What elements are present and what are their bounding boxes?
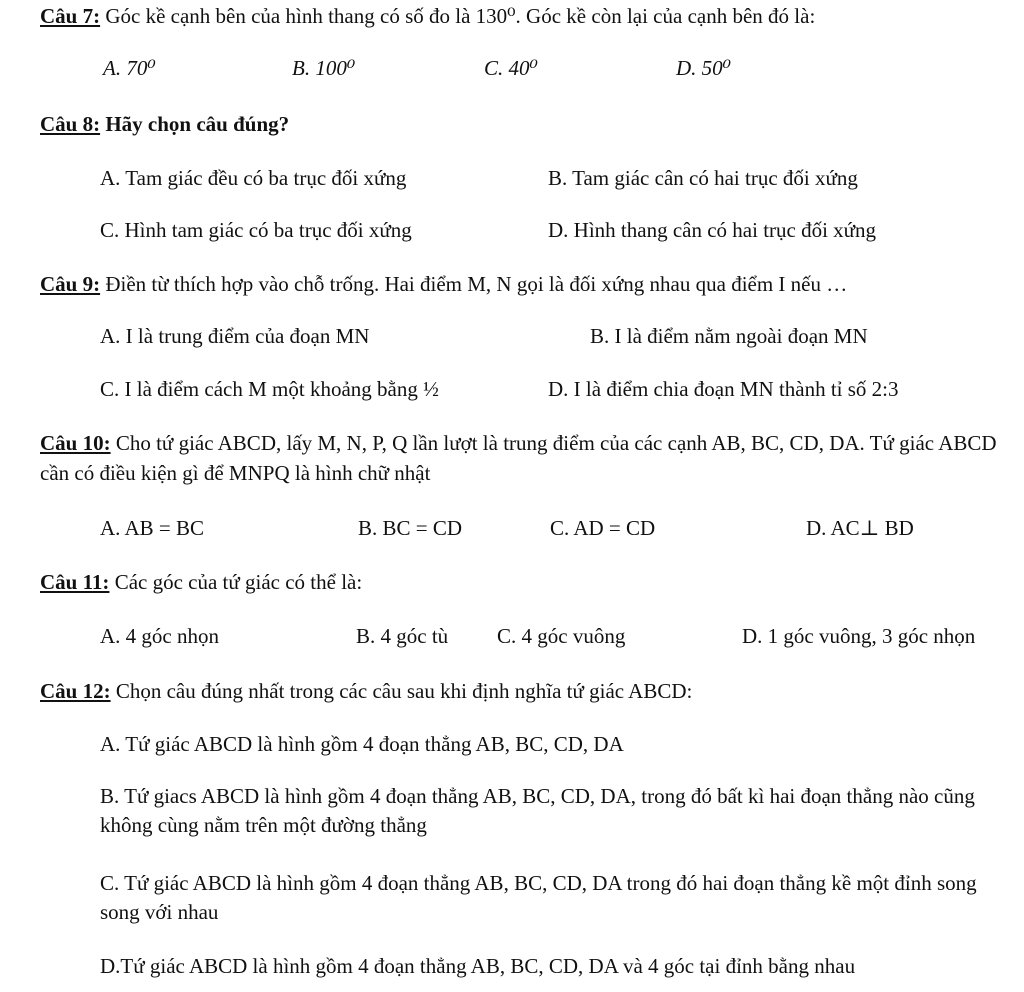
question-8 [40,112,289,137]
question-number: Câu 8: [40,112,101,136]
option-a[interactable]: A. 70⁰ [103,56,156,80]
question-text: Góc kề cạnh bên của hình thang có số đo là 130⁰. Góc kề còn lại của cạnh bên đó là: [105,4,816,28]
question-number: Câu 7: [40,4,101,28]
option-c[interactable]: C. I là điểm cách M một khoảng bằng ½ [100,377,439,401]
question-number: Câu 11: [40,570,110,594]
question-number: Câu 10: [40,431,111,455]
question-text: Điền từ thích hợp vào chỗ trống. Hai điểm M, N gọi là đối xứng nhau qua điểm I nếu … [105,272,848,296]
option-c[interactable]: C. 4 góc vuông [497,624,626,648]
option-c[interactable]: C. Hình tam giác có ba trục đối xứng [100,218,412,242]
option-a[interactable]: A. 4 góc nhọn [100,624,219,648]
question-text: Cho tứ giác ABCD, lấy M, N, P, Q lần lượt là trung điểm của các cạnh AB, BC, CD, DA. Tứ giác ABCD cần có điều kiện gì để MNPQ là hình chữ nhật [40,431,997,485]
option-a[interactable]: A. Tam giác đều có ba trục đối xứng [100,166,407,190]
option-b[interactable]: B. 100⁰ [292,56,356,80]
option-b[interactable]: B. BC = CD [358,516,463,540]
option-a[interactable]: A. Tứ giác ABCD là hình gồm 4 đoạn thẳng AB, BC, CD, DA [100,732,624,756]
option-d[interactable]: D. I là điểm chia đoạn MN thành tỉ số 2:3 [548,377,899,401]
option-d[interactable]: D. 1 góc vuông, 3 góc nhọn [742,624,976,648]
question-number: Câu 12: [40,679,111,703]
question-12 [40,679,692,704]
question-9 [40,272,847,297]
option-b[interactable]: B. Tứ giacs ABCD là hình gồm 4 đoạn thẳng AB, BC, CD, DA, trong đó bất kì hai đoạn thẳng nào cũng không cùng nằm trên một đường thẳng [100,784,975,837]
option-c[interactable]: C. AD = CD [550,516,656,540]
option-c[interactable]: C. 40⁰ [484,56,538,80]
option-b[interactable]: B. Tam giác cân có hai trục đối xứng [548,166,858,190]
option-a[interactable]: A. AB = BC [100,516,205,540]
option-d[interactable]: D. AC⊥ BD [806,516,914,540]
option-b[interactable]: B. 4 góc tù [356,624,449,648]
option-b[interactable]: B. I là điểm nằm ngoài đoạn MN [590,324,868,348]
question-7 [40,4,815,29]
option-d[interactable]: D.Tứ giác ABCD là hình gồm 4 đoạn thẳng AB, BC, CD, DA và 4 góc tại đỉnh bằng nhau [100,954,856,978]
option-d[interactable]: D. Hình thang cân có hai trục đối xứng [548,218,877,242]
question-text: Các góc của tứ giác có thể là: [114,570,363,594]
option-a[interactable]: A. I là trung điểm của đoạn MN [100,324,370,348]
option-c[interactable]: C. Tứ giác ABCD là hình gồm 4 đoạn thẳng AB, BC, CD, DA trong đó hai đoạn thẳng kề một đỉnh song song với nhau [100,871,977,924]
question-10 [40,428,1024,488]
question-11 [40,570,362,595]
question-text: Hãy chọn câu đúng? [105,112,290,136]
question-text: Chọn câu đúng nhất trong các câu sau khi định nghĩa tứ giác ABCD: [115,679,693,703]
question-number: Câu 9: [40,272,101,296]
option-d[interactable]: D. 50⁰ [676,56,732,80]
